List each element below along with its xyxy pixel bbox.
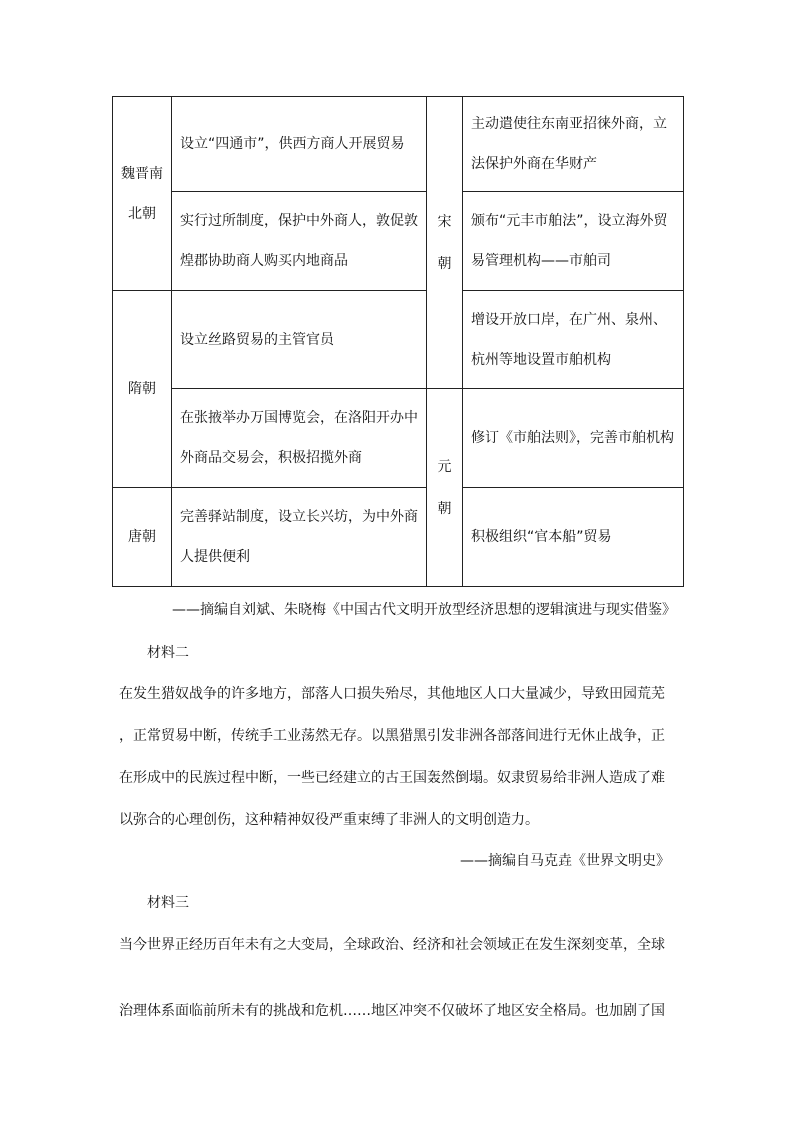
table-cell: 设立丝路贸易的主管官员 bbox=[172, 291, 427, 389]
paragraph-line: 以弥合的心理创伤，这种精神奴役严重束缚了非洲人的文明创造力。 bbox=[119, 812, 539, 828]
table-cell: 设立“四通市”，供西方商人开展贸易 bbox=[172, 97, 427, 192]
source-citation: ——摘编自马克垚《世界文明史》 bbox=[460, 853, 670, 869]
table-row bbox=[113, 192, 684, 291]
table-cell: 主动遣使往东南亚招徕外商，立法保护外商在华财产 bbox=[463, 97, 684, 192]
table-cell: 实行过所制度，保护中外商人，敦促敦煌郡协助商人购买内地商品 bbox=[172, 192, 427, 291]
paragraph-line: 治理体系面临前所未有的挑战和危机……地区冲突不仅破坏了地区安全格局。也加剧了国 bbox=[119, 1003, 665, 1019]
table-row bbox=[113, 291, 684, 389]
paragraph-line: 在发生猎奴战争的许多地方，部落人口损失殆尽，其他地区人口大量减少，导致田园荒芜 bbox=[119, 686, 665, 702]
dynasty-label: 元 朝 bbox=[437, 458, 452, 517]
table-row bbox=[113, 389, 684, 488]
paragraph-line: 当今世界正经历百年未有之大变局，全球政治、经济和社会领域正在发生深刻变革，全球 bbox=[119, 937, 665, 953]
history-table bbox=[112, 96, 684, 587]
dynasty-cell bbox=[427, 97, 463, 389]
period-cell: 唐朝 bbox=[113, 488, 172, 587]
table-cell: 积极组织“官本船”贸易 bbox=[463, 488, 684, 587]
paragraph-line: ，正常贸易中断，传统手工业荡然无存。以黑猎黑引发非洲各部落间进行无休止战争，正 bbox=[119, 728, 665, 744]
dynasty-label: 宋 朝 bbox=[437, 213, 452, 272]
material-heading: 材料三 bbox=[147, 895, 189, 911]
material-heading: 材料二 bbox=[147, 645, 189, 661]
table-cell: 完善驿站制度，设立长兴坊，为中外商人提供便利 bbox=[172, 488, 427, 587]
dynasty-cell bbox=[427, 389, 463, 587]
table-cell: 在张掖举办万国博览会，在洛阳开办中外商品交易会，积极招揽外商 bbox=[172, 389, 427, 488]
period-cell bbox=[113, 97, 172, 291]
table-cell: 增设开放口岸，在广州、泉州、杭州等地设置市舶机构 bbox=[463, 291, 684, 389]
period-cell: 隋朝 bbox=[113, 291, 172, 488]
table-cell: 修订《市舶法则》，完善市舶机构 bbox=[463, 389, 684, 488]
source-citation: ——摘编自刘斌、朱晓梅《中国古代文明开放型经济思想的逻辑演进与现实借鉴》 bbox=[172, 602, 676, 618]
table-row bbox=[113, 488, 684, 587]
table-cell: 颁布“元丰市舶法”，设立海外贸易管理机构——市舶司 bbox=[463, 192, 684, 291]
paragraph-line: 在形成中的民族过程中断，一些已经建立的古王国轰然倒塌。奴隶贸易给非洲人造成了难 bbox=[119, 770, 665, 786]
table-row bbox=[113, 97, 684, 192]
period-label: 魏晋南 北朝 bbox=[121, 165, 163, 222]
